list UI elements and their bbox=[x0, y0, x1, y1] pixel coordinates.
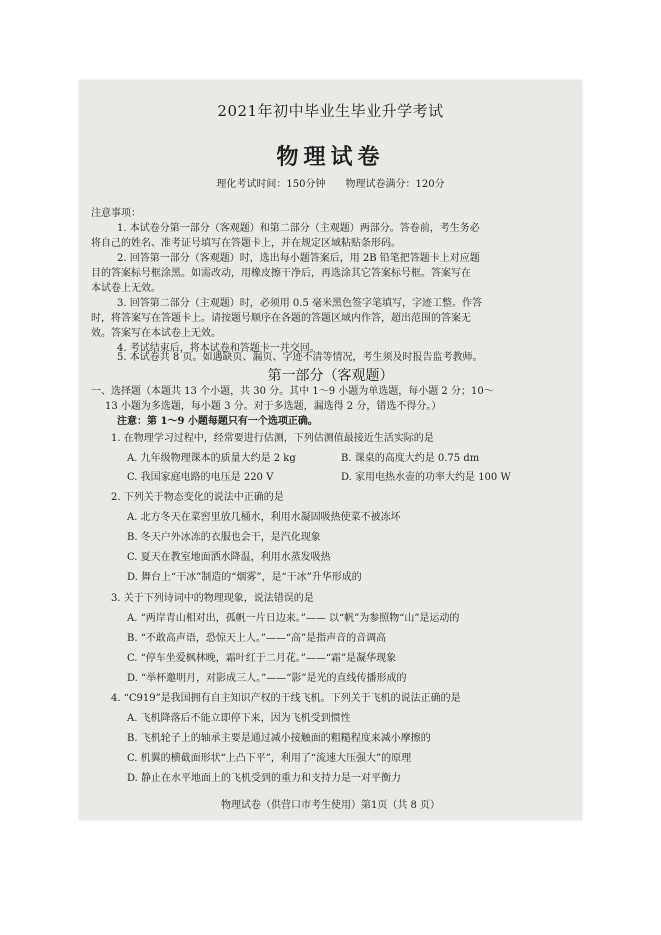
exam-paper bbox=[79, 80, 582, 820]
question-option: A. 九年级物理课本的质量大约是 2 kg bbox=[127, 453, 296, 464]
question-option: B. “不敢高声语，恐惊天上人。”——“高”是指声音的音调高 bbox=[127, 633, 387, 644]
section-line: 一、选择题（本题共 13 个小题，共 30 分。其中 1～9 小题为单选题，每小题 2 分；10～ bbox=[91, 386, 494, 397]
question-option: C. 夏天在教室地面洒水降温，利用水蒸发吸热 bbox=[127, 552, 331, 563]
question-option: B. 冬天户外冰冻的衣服也会干，是汽化现象 bbox=[127, 532, 321, 543]
question-stem: 4. “C919”是我国拥有自主知识产权的干线飞机。下列关于飞机的说法正确的是 bbox=[111, 693, 461, 704]
note-line: 2. 回答第一部分（客观题）时，选出每小题答案后，用 2B 铅笔把答题卡上对应题 bbox=[117, 253, 480, 264]
question-option: B. 课桌的高度大约是 0.75 dm bbox=[341, 453, 480, 464]
part-one-title: 第一部分（客观题） bbox=[267, 368, 394, 384]
question-option: D. “举杯邀明月，对影成三人。”——“影”是光的直线传播形成的 bbox=[127, 673, 407, 684]
page-footer: 物理试卷（供营口市考生使用）第1页（共 8 页） bbox=[220, 800, 441, 811]
note-line: 本试卷上无效。 bbox=[91, 283, 161, 294]
question-stem: 2. 下列关于物态变化的说法中正确的是 bbox=[111, 492, 284, 503]
note-line: 将自己的姓名、准考证号填写在答题卡上，并在规定区域粘贴条形码。 bbox=[91, 238, 401, 249]
question-option: C. 我国家庭电路的电压是 220 V bbox=[127, 472, 274, 483]
note-line: 时，将答案写在答题卡上。请按题号顺序在各题的答题区域内作答，超出范围的答案无 bbox=[91, 313, 471, 324]
paper-title: 物理试卷 bbox=[276, 144, 385, 170]
question-option: B. 飞机轮子上的轴承主要是通过减小接触面的粗糙程度来减小摩擦的 bbox=[127, 733, 431, 744]
note-line: 3. 回答第二部分（主观题）时，必须用 0.5 毫米黑色签字笔填写，字迹工整。作答 bbox=[117, 298, 482, 309]
question-option: A. “两岸青山相对出，孤帆一片日边来。”—— 以“帆”为参照物“山”是运动的 bbox=[127, 613, 460, 624]
note-line: 目的答案标号框涂黑。如需改动，用橡皮擦干净后，再选涂其它答案标号框。答案写在 bbox=[91, 268, 471, 279]
note-line: 效。答案写在本试卷上无效。 bbox=[91, 328, 221, 339]
question-stem: 1. 在物理学习过程中，经常要进行估测，下列估测值最接近生活实际的是 bbox=[111, 433, 434, 444]
note-line: 1. 本试卷分第一部分（客观题）和第二部分（主观题）两部分。答卷前，考生务必 bbox=[117, 223, 480, 234]
question-option: A. 飞机降落后不能立即停下来，因为飞机受到惯性 bbox=[127, 713, 351, 724]
note-line: 4. 考试结束后，将本试卷和答题卡一并交回。 bbox=[117, 343, 320, 354]
question-stem: 3. 关于下列诗词中的物理现象，说法错误的是 bbox=[111, 593, 314, 604]
question-option: D. 舞台上“干冰”制造的“烟雾”，是“干冰”升华形成的 bbox=[127, 572, 362, 583]
question-option: A. 北方冬天在菜窖里放几桶水，利用水凝固吸热使菜不被冻坏 bbox=[127, 512, 401, 523]
question-option: C. “停车坐爱枫林晚，霜叶红于二月花。”——“霜”是凝华现象 bbox=[127, 653, 397, 664]
note-line: 5. 本试卷共 8 页。如遇缺页、漏页、字迹不清等情况，考生须及时报告监考教师。 bbox=[117, 352, 483, 363]
section-line: 13 小题为多选题，每小题 3 分。对于多选题，漏选得 2 分，错选不得分。） bbox=[105, 401, 442, 412]
notes-heading: 注意事项： bbox=[91, 208, 141, 219]
section-instruction: 注意：第 1～9 小题每题只有一个选项正确。 bbox=[117, 416, 318, 427]
question-option: D. 静止在水平地面上的飞机受到的重力和支持力是一对平衡力 bbox=[127, 773, 402, 784]
question-option: C. 机翼的横截面形状“上凸下平”，利用了“流速大压强大”的原理 bbox=[127, 753, 412, 764]
time-info: 理化考试时间：150分钟 物理试卷满分：120分 bbox=[216, 179, 445, 190]
question-option: D. 家用电热水壶的功率大约是 100 W bbox=[341, 472, 511, 483]
exam-title: 2021年初中毕业生毕业升学考试 bbox=[217, 102, 444, 120]
